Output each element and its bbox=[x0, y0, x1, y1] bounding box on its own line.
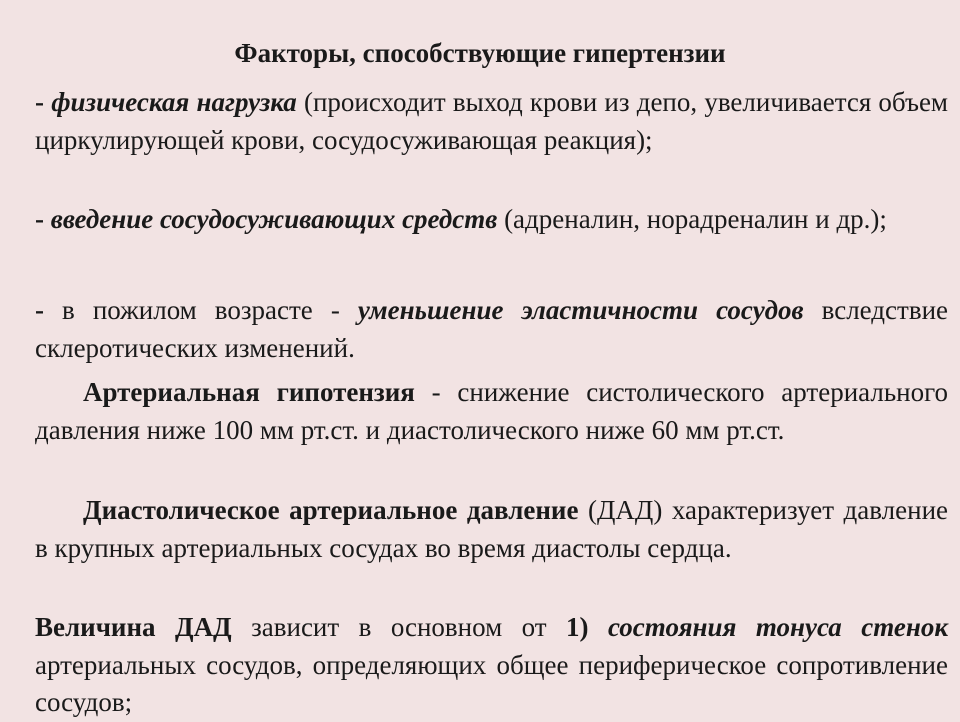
paragraph-elderly bbox=[35, 292, 948, 367]
text-dad-rest: артериальных сосудов, определяющих общее периферическое сопротивление сосудов; bbox=[35, 649, 948, 717]
term-physical-load: физическая нагрузка bbox=[51, 87, 297, 117]
text-vasoconstrictors: (адреналин, норадреналин и др.); bbox=[504, 204, 887, 234]
text-physical-load: (происходит выход крови из депо, увеличивается объем циркулирующей крови, сосудосуживающая реакция); bbox=[35, 87, 949, 155]
text-diastolic: (ДАД) характеризует давление в крупных артериальных сосудах во время диастолы сердца. bbox=[35, 495, 948, 563]
text-hypotension: - снижение систолического артериального давления ниже 100 мм рт.ст. и диастолического ниже 60 мм рт.ст. bbox=[35, 377, 949, 445]
text-dad-mid: зависит в основном от bbox=[251, 612, 547, 642]
term-diastolic: Диастолическое артериальное давление bbox=[83, 495, 579, 525]
term-hypotension: Артериальная гипотензия bbox=[83, 377, 415, 407]
bullet-dash: - bbox=[35, 204, 44, 234]
bullet-dash: - bbox=[35, 295, 44, 325]
page-title: Факторы, способствующие гипертензии bbox=[234, 38, 726, 68]
term-tone-state: состояния тонуса стенок bbox=[608, 612, 948, 642]
text-elderly-rest: вследствие склеротических изменений. bbox=[35, 295, 949, 363]
text-elderly-intro: в пожилом возрасте - bbox=[62, 295, 340, 325]
term-elasticity: уменьшение эластичности сосудов bbox=[357, 295, 804, 325]
paragraph-diastolic bbox=[35, 492, 948, 567]
list-number: 1) bbox=[566, 612, 589, 642]
paragraph-physical-load bbox=[35, 84, 948, 159]
term-dad-value: Величина ДАД bbox=[35, 612, 232, 642]
term-vasoconstrictors: введение сосудосуживающих средств bbox=[50, 204, 498, 234]
paragraph-dad-value bbox=[35, 609, 948, 722]
paragraph-hypotension bbox=[35, 374, 948, 449]
bullet-dash: - bbox=[35, 87, 44, 117]
paragraph-vasoconstrictors bbox=[35, 201, 948, 239]
